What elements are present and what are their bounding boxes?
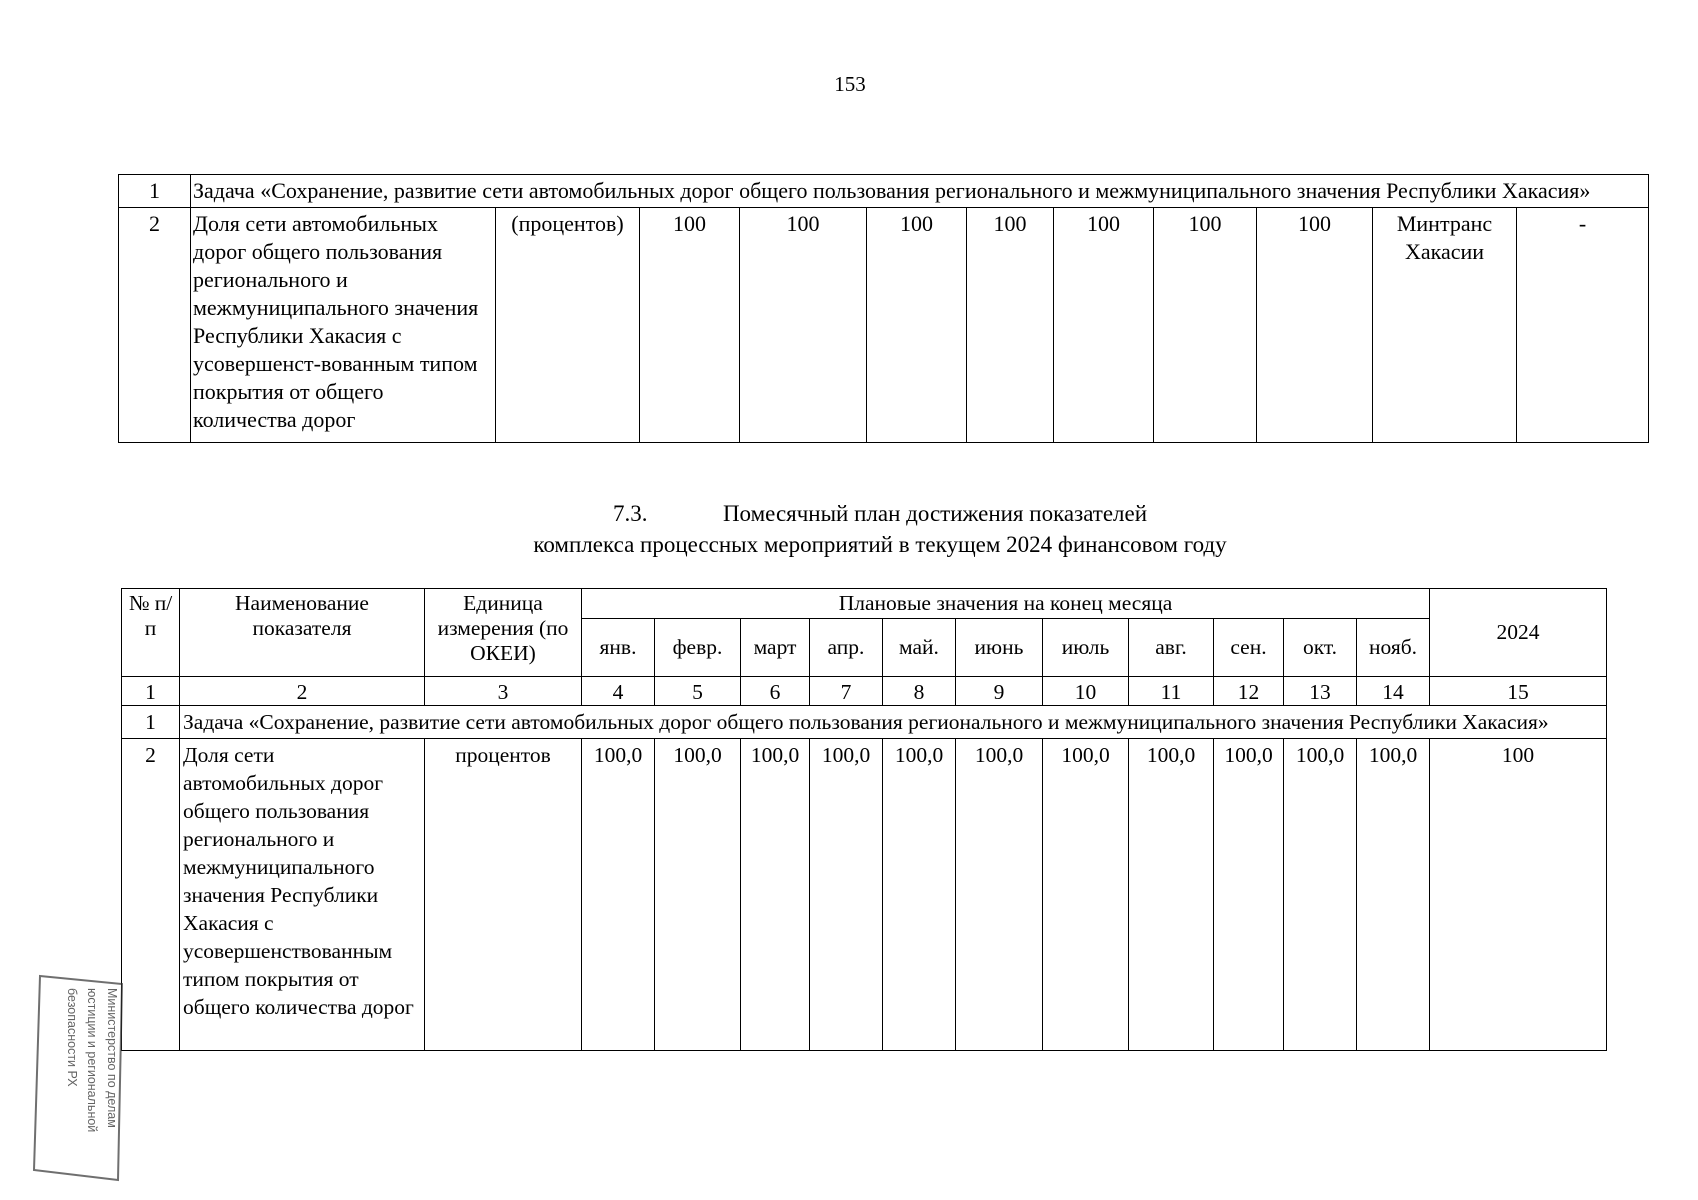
stamp-line-2: юстиции и региональной — [85, 988, 99, 1133]
value-cell: 100 — [1257, 208, 1373, 443]
indicator-name: Доля сети автомобильных дорог общего пользования регионального и межмуниципального значения Республики Хакасия с усовершенствованным типом покрытия от общего количества дорог — [180, 739, 425, 1051]
column-index: 6 — [741, 677, 810, 706]
month-value: 100,0 — [810, 739, 883, 1051]
year-value: 100 — [1430, 739, 1607, 1051]
stamp-graphic — [18, 970, 128, 1185]
month-header: нояб. — [1357, 619, 1430, 677]
month-header: янв. — [582, 619, 655, 677]
value-cell: 100 — [1154, 208, 1257, 443]
column-index: 5 — [655, 677, 741, 706]
unit-cell: процентов — [425, 739, 582, 1051]
month-header: февр. — [655, 619, 741, 677]
month-header: авг. — [1129, 619, 1214, 677]
section-title: Помесячный план достижения показателей — [722, 501, 1148, 526]
month-header: окт. — [1284, 619, 1357, 677]
page-number: 153 — [834, 72, 866, 96]
value-cell: 100 — [1054, 208, 1154, 443]
header-year: 2024 — [1430, 589, 1607, 677]
column-index: 13 — [1284, 677, 1357, 706]
header-row — [122, 589, 1607, 619]
row-number: 1 — [119, 175, 191, 208]
month-header: май. — [883, 619, 956, 677]
task-row — [119, 175, 1649, 208]
month-value: 100,0 — [582, 739, 655, 1051]
month-value: 100,0 — [655, 739, 741, 1051]
section-number: 7.3. — [612, 501, 648, 526]
monthly-plan-table — [121, 588, 1607, 1051]
month-value: 100,0 — [1357, 739, 1430, 1051]
month-value: 100,0 — [1284, 739, 1357, 1051]
month-value: 100,0 — [883, 739, 956, 1051]
month-value: 100,0 — [1043, 739, 1129, 1051]
task-row — [122, 706, 1607, 739]
column-index: 7 — [810, 677, 883, 706]
row-number: 2 — [119, 208, 191, 443]
column-index: 12 — [1214, 677, 1284, 706]
column-index: 8 — [883, 677, 956, 706]
column-index: 14 — [1357, 677, 1430, 706]
unit-cell: (процентов) — [496, 208, 640, 443]
header-planned: Плановые значения на конец месяца — [582, 589, 1430, 619]
month-header: июль — [1043, 619, 1129, 677]
heading-line-1 — [300, 498, 1460, 529]
row-number: 2 — [122, 739, 180, 1051]
column-index: 3 — [425, 677, 582, 706]
registration-stamp — [18, 970, 128, 1185]
dash-cell: - — [1517, 208, 1649, 443]
row-number: 1 — [122, 706, 180, 739]
heading-line-2: комплекса процессных мероприятий в текущем 2024 финансовом году — [533, 532, 1227, 557]
column-index-row — [122, 677, 1607, 706]
indicator-name: Доля сети автомобильных дорог общего пользования регионального и межмуниципального значения Республики Хакасия с усовершенст-вованным типом покрытия от общего количества дорог — [191, 208, 496, 443]
column-index: 10 — [1043, 677, 1129, 706]
header-num: № п/п — [122, 589, 180, 677]
value-cell: 100 — [640, 208, 740, 443]
month-value: 100,0 — [1214, 739, 1284, 1051]
task-title: Задача «Сохранение, развитие сети автомобильных дорог общего пользования регионального и межмуниципального значения Республики Хакасия» — [180, 706, 1607, 739]
value-cell: 100 — [867, 208, 967, 443]
indicator-table-continued — [118, 174, 1649, 443]
indicator-row — [122, 739, 1607, 1051]
month-header: сен. — [1214, 619, 1284, 677]
task-title: Задача «Сохранение, развитие сети автомобильных дорог общего пользования регионального и межмуниципального значения Республики Хакасия» — [191, 175, 1649, 208]
month-value: 100,0 — [956, 739, 1043, 1051]
header-name: Наименование показателя — [180, 589, 425, 677]
month-header: март — [741, 619, 810, 677]
column-index: 11 — [1129, 677, 1214, 706]
month-header: июнь — [956, 619, 1043, 677]
month-value: 100,0 — [741, 739, 810, 1051]
indicator-row — [119, 208, 1649, 443]
value-cell: 100 — [967, 208, 1054, 443]
header-unit: Единица измерения (по ОКЕИ) — [425, 589, 582, 677]
value-cell: 100 — [740, 208, 867, 443]
month-value: 100,0 — [1129, 739, 1214, 1051]
section-heading — [300, 498, 1460, 560]
stamp-line-3: безопасности РХ — [65, 988, 79, 1087]
column-index: 9 — [956, 677, 1043, 706]
column-index: 4 — [582, 677, 655, 706]
column-index: 2 — [180, 677, 425, 706]
responsible-cell: Минтранс Хакасии — [1373, 208, 1517, 443]
column-index: 1 — [122, 677, 180, 706]
month-header: апр. — [810, 619, 883, 677]
stamp-line-1: Министерство по делам — [105, 988, 119, 1128]
column-index: 15 — [1430, 677, 1607, 706]
